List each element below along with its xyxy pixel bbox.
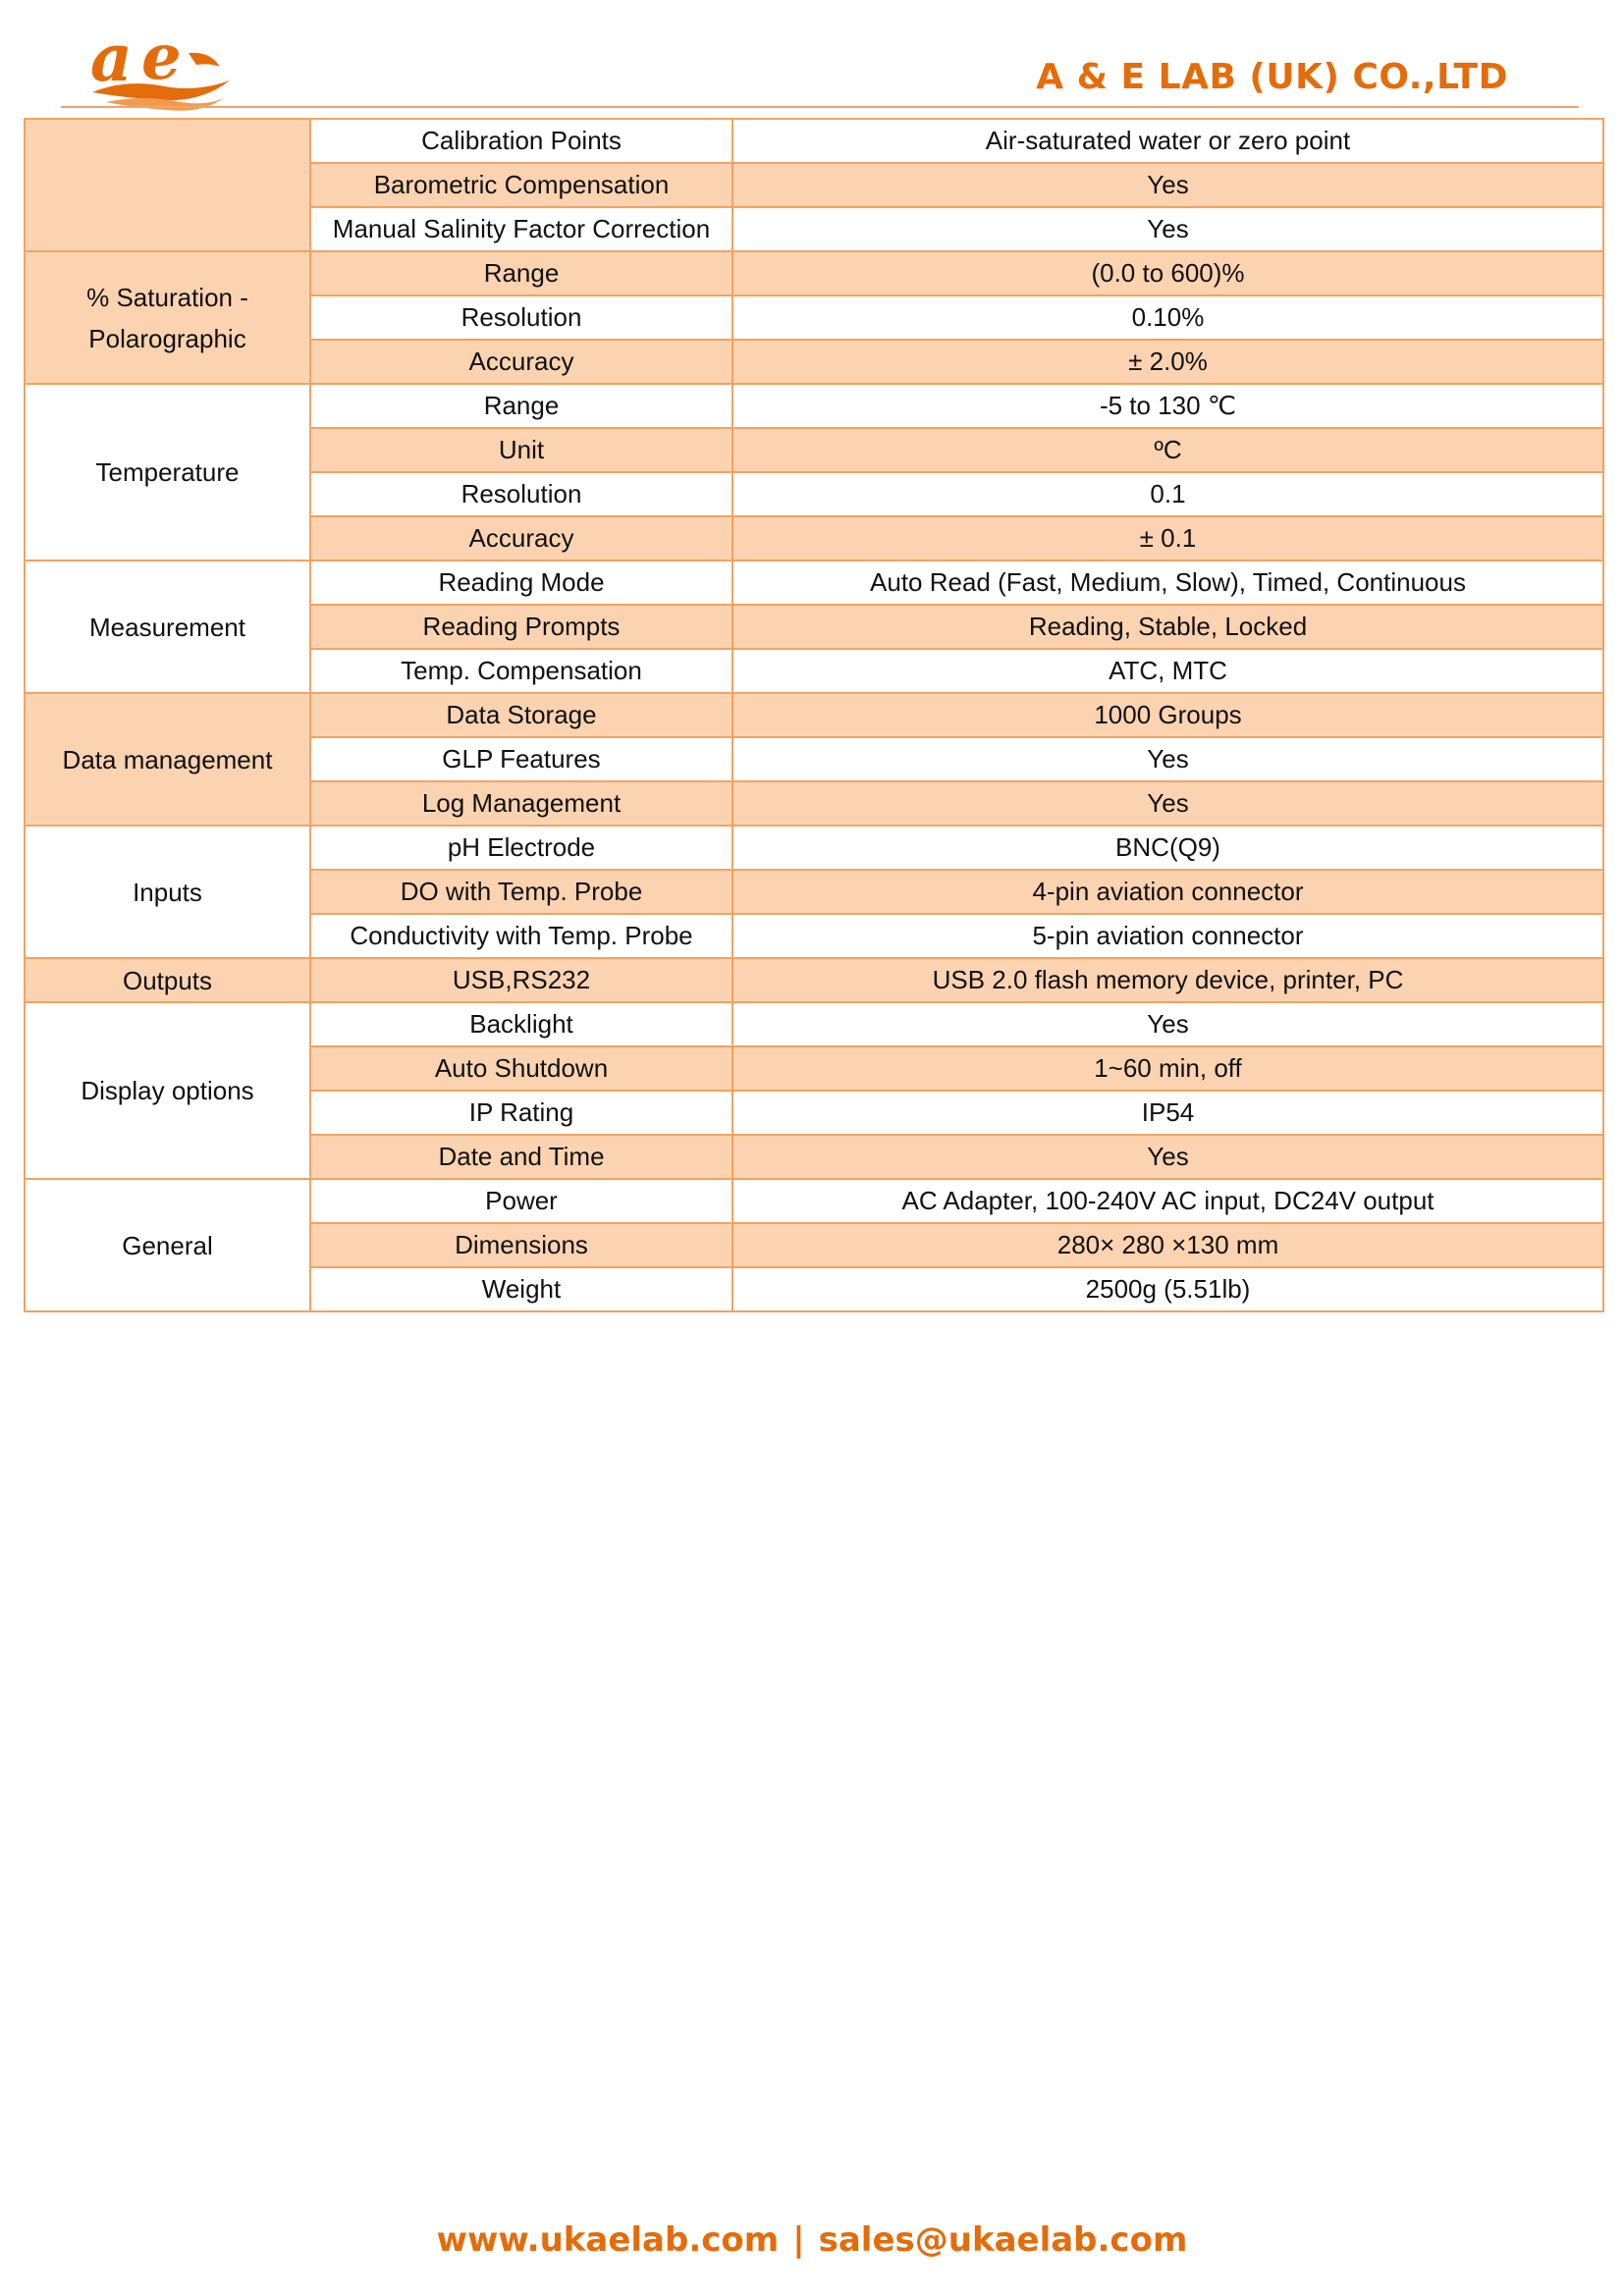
parameter-cell: Dimensions [310, 1223, 732, 1267]
value-cell: USB 2.0 flash memory device, printer, PC [732, 958, 1603, 1002]
parameter-cell: Accuracy [310, 340, 732, 384]
website-link[interactable]: www.ukaelab.com [436, 2220, 780, 2260]
header-divider [61, 106, 1579, 108]
ae-logo-icon [86, 24, 234, 112]
footer-contact [0, 2220, 1624, 2260]
value-cell: Reading, Stable, Locked [732, 605, 1603, 649]
parameter-cell: Barometric Compensation [310, 163, 732, 207]
value-cell: 1~60 min, off [732, 1046, 1603, 1091]
parameter-cell: Data Storage [310, 693, 732, 737]
value-cell: Yes [732, 1135, 1603, 1179]
parameter-cell: Temp. Compensation [310, 649, 732, 693]
group-label: General [25, 1179, 310, 1311]
group-label: Display options [25, 1002, 310, 1179]
value-cell: Auto Read (Fast, Medium, Slow), Timed, Continuous [732, 561, 1603, 605]
group-label: Data management [25, 693, 310, 826]
parameter-cell: Conductivity with Temp. Probe [310, 914, 732, 958]
parameter-cell: Manual Salinity Factor Correction [310, 207, 732, 251]
value-cell: 0.10% [732, 295, 1603, 340]
table-row [25, 251, 1603, 295]
parameter-cell: Reading Mode [310, 561, 732, 605]
parameter-cell: pH Electrode [310, 826, 732, 870]
parameter-cell: Log Management [310, 781, 732, 826]
group-label: Measurement [25, 561, 310, 693]
value-cell: ± 2.0% [732, 340, 1603, 384]
value-cell: BNC(Q9) [732, 826, 1603, 870]
value-cell: 280× 280 ×130 mm [732, 1223, 1603, 1267]
value-cell: (0.0 to 600)% [732, 251, 1603, 295]
parameter-cell: IP Rating [310, 1091, 732, 1135]
value-cell: Air-saturated water or zero point [732, 119, 1603, 163]
parameter-cell: Power [310, 1179, 732, 1223]
group-label: Temperature [25, 384, 310, 561]
value-cell: Yes [732, 781, 1603, 826]
group-label: Outputs [25, 958, 310, 1002]
table-row [25, 1179, 1603, 1223]
value-cell: 1000 Groups [732, 693, 1603, 737]
parameter-cell: Weight [310, 1267, 732, 1311]
value-cell: Yes [732, 737, 1603, 781]
parameter-cell: GLP Features [310, 737, 732, 781]
value-cell: ºC [732, 428, 1603, 472]
parameter-cell: Backlight [310, 1002, 732, 1046]
company-name: A & E LAB (UK) CO.,LTD [1036, 57, 1508, 97]
table-row [25, 958, 1603, 1002]
parameter-cell: Unit [310, 428, 732, 472]
email-link[interactable]: sales@ukaelab.com [818, 2220, 1188, 2260]
parameter-cell: Date and Time [310, 1135, 732, 1179]
group-label [25, 119, 310, 251]
value-cell: -5 to 130 ℃ [732, 384, 1603, 428]
value-cell: ATC, MTC [732, 649, 1603, 693]
group-label: Inputs [25, 826, 310, 958]
value-cell: Yes [732, 207, 1603, 251]
table-row [25, 119, 1603, 163]
table-row [25, 1002, 1603, 1046]
table-row [25, 693, 1603, 737]
parameter-cell: Auto Shutdown [310, 1046, 732, 1091]
footer-separator: | [792, 2220, 805, 2260]
value-cell: 2500g (5.51lb) [732, 1267, 1603, 1311]
value-cell: Yes [732, 1002, 1603, 1046]
value-cell: 5-pin aviation connector [732, 914, 1603, 958]
svg-text:a: a [90, 24, 133, 96]
table-row [25, 384, 1603, 428]
group-label: % Saturation -Polarographic [25, 251, 310, 384]
parameter-cell: Resolution [310, 472, 732, 516]
parameter-cell: USB,RS232 [310, 958, 732, 1002]
value-cell: IP54 [732, 1091, 1603, 1135]
table-row [25, 826, 1603, 870]
parameter-cell: Reading Prompts [310, 605, 732, 649]
parameter-cell: Resolution [310, 295, 732, 340]
parameter-cell: Calibration Points [310, 119, 732, 163]
value-cell: ± 0.1 [732, 516, 1603, 561]
parameter-cell: Accuracy [310, 516, 732, 561]
svg-text:e: e [141, 24, 182, 94]
parameter-cell: Range [310, 251, 732, 295]
parameter-cell: DO with Temp. Probe [310, 870, 732, 914]
table-row [25, 561, 1603, 605]
value-cell: 0.1 [732, 472, 1603, 516]
spec-table [24, 118, 1604, 1312]
value-cell: AC Adapter, 100-240V AC input, DC24V output [732, 1179, 1603, 1223]
value-cell: 4-pin aviation connector [732, 870, 1603, 914]
value-cell: Yes [732, 163, 1603, 207]
parameter-cell: Range [310, 384, 732, 428]
